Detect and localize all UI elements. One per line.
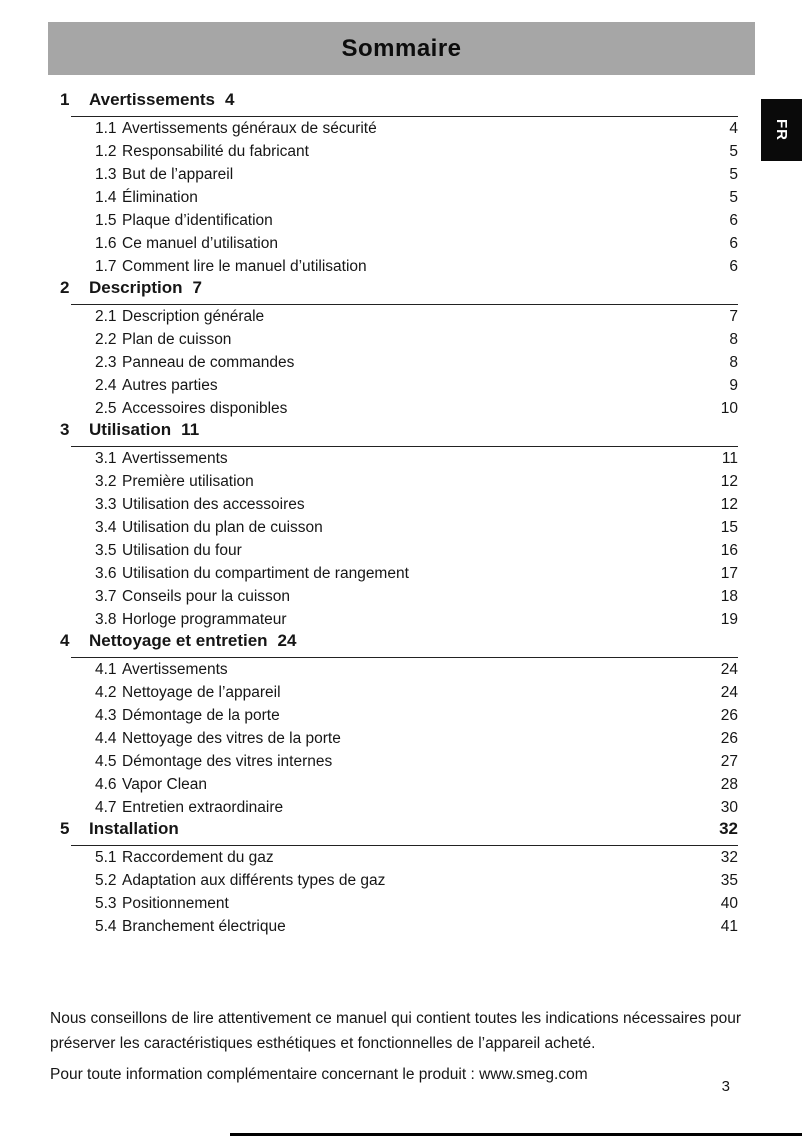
- toc-item: [60, 516, 738, 539]
- toc-item-title: Utilisation des accessoires: [122, 495, 305, 513]
- toc-item-title: Responsabilité du fabricant: [122, 142, 309, 160]
- toc-item: [60, 704, 738, 727]
- toc-item-title: Utilisation du plan de cuisson: [122, 518, 323, 536]
- toc-item-page: 5: [729, 188, 738, 206]
- toc-item: [60, 846, 738, 869]
- toc-item-number: 5.3: [95, 894, 117, 912]
- toc-section-number: 1: [60, 90, 70, 109]
- language-tab-fr: [761, 99, 802, 161]
- toc-item-title: Vapor Clean: [122, 775, 208, 793]
- toc-item: [60, 796, 738, 819]
- footer-info-text: [50, 1062, 756, 1087]
- toc-item-title: Démontage des vitres internes: [122, 752, 333, 770]
- toc-section-page: 7: [192, 278, 202, 297]
- toc-item-title: Panneau de commandes: [122, 353, 295, 371]
- toc-section: [60, 631, 738, 819]
- toc-item: [60, 447, 738, 470]
- toc-item-page: 5: [729, 165, 738, 183]
- toc-item-number: 3.8: [95, 610, 117, 628]
- toc-item-title: Raccordement du gaz: [122, 848, 274, 866]
- toc-item: [60, 681, 738, 704]
- toc-item-page: 6: [729, 211, 738, 229]
- toc-section: [60, 420, 738, 631]
- toc-item: [60, 585, 738, 608]
- toc-item-page: 6: [729, 257, 738, 275]
- toc-item-title: Utilisation du compartiment de rangement: [122, 564, 409, 582]
- toc-item-title: Première utilisation: [122, 472, 254, 490]
- toc-section-heading: [60, 819, 738, 845]
- toc-item-number: 4.6: [95, 775, 117, 793]
- toc-section-heading: [60, 631, 738, 657]
- toc-item-title: Avertissements: [122, 660, 228, 678]
- toc-item: [60, 562, 738, 585]
- toc-item: [60, 374, 738, 397]
- toc-item-number: 1.6: [95, 234, 117, 252]
- toc-item-page: 7: [729, 307, 738, 325]
- toc-item: [60, 727, 738, 750]
- toc-item-page: 10: [720, 399, 738, 417]
- toc-item-title: Positionnement: [122, 894, 229, 912]
- footer-info-prefix: Pour toute information complémentaire concernant le produit :: [50, 1066, 480, 1083]
- toc-item-page: 17: [720, 564, 738, 582]
- toc-item: [60, 658, 738, 681]
- toc-item-title: Avertissements généraux de sécurité: [122, 119, 377, 137]
- toc-item-page: 24: [720, 660, 738, 678]
- toc-item-number: 4.5: [95, 752, 117, 770]
- toc-item: [60, 328, 738, 351]
- toc-item-title: Autres parties: [122, 376, 218, 394]
- toc-item-title: Conseils pour la cuisson: [122, 587, 291, 605]
- toc-item-page: 16: [720, 541, 738, 559]
- toc-section-number: 2: [60, 278, 70, 297]
- toc-item: [60, 750, 738, 773]
- toc-item-title: Nettoyage des vitres de la porte: [122, 729, 341, 747]
- toc-item-number: 2.2: [95, 330, 117, 348]
- toc-section-title: Avertissements: [89, 90, 215, 109]
- toc-item: [60, 892, 738, 915]
- toc-section: [60, 819, 738, 938]
- toc-item: [60, 869, 738, 892]
- toc-item-page: 8: [729, 353, 738, 371]
- toc-item-title: Ce manuel d’utilisation: [122, 234, 278, 252]
- toc-item-title: Description générale: [122, 307, 265, 325]
- toc-item-page: 26: [720, 706, 738, 724]
- toc-item-title: Avertissements: [122, 449, 228, 467]
- table-of-contents: [60, 90, 738, 938]
- toc-item-number: 2.1: [95, 307, 117, 325]
- toc-item-number: 3.5: [95, 541, 117, 559]
- toc-item-page: 30: [720, 798, 738, 816]
- toc-section-page: 32: [719, 819, 738, 838]
- toc-item-number: 4.4: [95, 729, 117, 747]
- toc-item-page: 18: [720, 587, 738, 605]
- toc-item: [60, 209, 738, 232]
- toc-item-number: 3.7: [95, 587, 117, 605]
- toc-section-number: 5: [60, 819, 70, 838]
- toc-item-number: 3.6: [95, 564, 117, 582]
- toc-item-title: Plan de cuisson: [122, 330, 232, 348]
- toc-item-title: Branchement électrique: [122, 917, 286, 935]
- toc-item-number: 1.3: [95, 165, 117, 183]
- smeg-website-link[interactable]: www.smeg.com: [479, 1066, 588, 1083]
- toc-section: [60, 278, 738, 420]
- toc-item-number: 4.3: [95, 706, 117, 724]
- toc-item: [60, 232, 738, 255]
- toc-item: [60, 140, 738, 163]
- toc-section-title: Installation: [89, 819, 179, 838]
- toc-item-number: 1.1: [95, 119, 117, 137]
- toc-item-page: 6: [729, 234, 738, 252]
- toc-item-title: Horloge programmateur: [122, 610, 287, 628]
- toc-item-number: 5.2: [95, 871, 117, 889]
- toc-item-page: 12: [720, 495, 738, 513]
- toc-item-page: 11: [721, 449, 738, 467]
- toc-item: [60, 397, 738, 420]
- toc-item-page: 12: [720, 472, 738, 490]
- toc-item-page: 26: [720, 729, 738, 747]
- toc-item-title: Accessoires disponibles: [122, 399, 288, 417]
- toc-section-title: Nettoyage et entretien: [89, 631, 268, 650]
- toc-section-page: 24: [277, 631, 297, 650]
- toc-item: [60, 470, 738, 493]
- toc-item-page: 4: [729, 119, 738, 137]
- toc-item: [60, 186, 738, 209]
- toc-item: [60, 117, 738, 140]
- toc-item-number: 5.1: [95, 848, 117, 866]
- toc-item-title: Nettoyage de l’appareil: [122, 683, 281, 701]
- toc-item: [60, 305, 738, 328]
- toc-item-number: 1.4: [95, 188, 117, 206]
- toc-item-page: 28: [720, 775, 738, 793]
- toc-item-page: 32: [720, 848, 738, 866]
- toc-item: [60, 351, 738, 374]
- toc-item: [60, 915, 738, 938]
- toc-item-number: 1.2: [95, 142, 117, 160]
- toc-item-number: 2.3: [95, 353, 117, 371]
- toc-item: [60, 255, 738, 278]
- toc-section-title: Description: [89, 278, 183, 297]
- toc-section-page: 11: [181, 420, 200, 439]
- toc-item-number: 3.3: [95, 495, 117, 513]
- toc-item-number: 3.2: [95, 472, 117, 490]
- toc-section-number: 3: [60, 420, 70, 439]
- toc-item-page: 24: [720, 683, 738, 701]
- footer-note: [50, 1006, 756, 1087]
- toc-item-number: 4.7: [95, 798, 117, 816]
- toc-item-number: 2.5: [95, 399, 117, 417]
- toc-item: [60, 493, 738, 516]
- toc-item-title: Adaptation aux différents types de gaz: [122, 871, 386, 889]
- language-tab-label: FR: [773, 119, 790, 141]
- toc-item-page: 41: [720, 917, 738, 935]
- toc-item-page: 5: [729, 142, 738, 160]
- toc-section-heading: [60, 420, 738, 446]
- toc-item-number: 1.5: [95, 211, 117, 229]
- toc-item-number: 3.1: [95, 449, 117, 467]
- footer-advice-text: Nous conseillons de lire attentivement ce manuel qui contient toutes les indications nécessaires pour préserver les caractéristiques esthétiques et fonctionnelles de l’appareil acheté.: [50, 1010, 741, 1052]
- page-title: Sommaire: [341, 34, 462, 62]
- toc-item-page: 9: [729, 376, 738, 394]
- toc-item-title: But de l’appareil: [122, 165, 234, 183]
- page-number: 3: [721, 1078, 730, 1095]
- toc-item-number: 5.4: [95, 917, 117, 935]
- toc-section-heading: [60, 90, 738, 116]
- toc-section: [60, 90, 738, 278]
- toc-section-page: 4: [225, 90, 235, 109]
- toc-item-title: Entretien extraordinaire: [122, 798, 284, 816]
- toc-item-number: 2.4: [95, 376, 117, 394]
- toc-section-number: 4: [60, 631, 70, 650]
- toc-item-title: Utilisation du four: [122, 541, 242, 559]
- toc-item-page: 15: [720, 518, 738, 536]
- toc-section-heading: [60, 278, 738, 304]
- toc-item: [60, 608, 738, 631]
- toc-item-number: 4.1: [95, 660, 117, 678]
- toc-item-page: 27: [720, 752, 738, 770]
- toc-item: [60, 539, 738, 562]
- toc-item-page: 19: [720, 610, 738, 628]
- toc-item-number: 3.4: [95, 518, 117, 536]
- toc-item-title: Plaque d’identification: [122, 211, 273, 229]
- toc-item-page: 8: [729, 330, 738, 348]
- toc-item-number: 1.7: [95, 257, 117, 275]
- toc-item: [60, 163, 738, 186]
- toc-item-number: 4.2: [95, 683, 117, 701]
- toc-item-title: Démontage de la porte: [122, 706, 280, 724]
- toc-item-page: 35: [720, 871, 738, 889]
- toc-section-title: Utilisation: [89, 420, 172, 439]
- sommaire-banner: [48, 22, 755, 75]
- toc-item-page: 40: [720, 894, 738, 912]
- toc-item-title: Comment lire le manuel d’utilisation: [122, 257, 367, 275]
- toc-item: [60, 773, 738, 796]
- toc-item-title: Élimination: [122, 188, 198, 206]
